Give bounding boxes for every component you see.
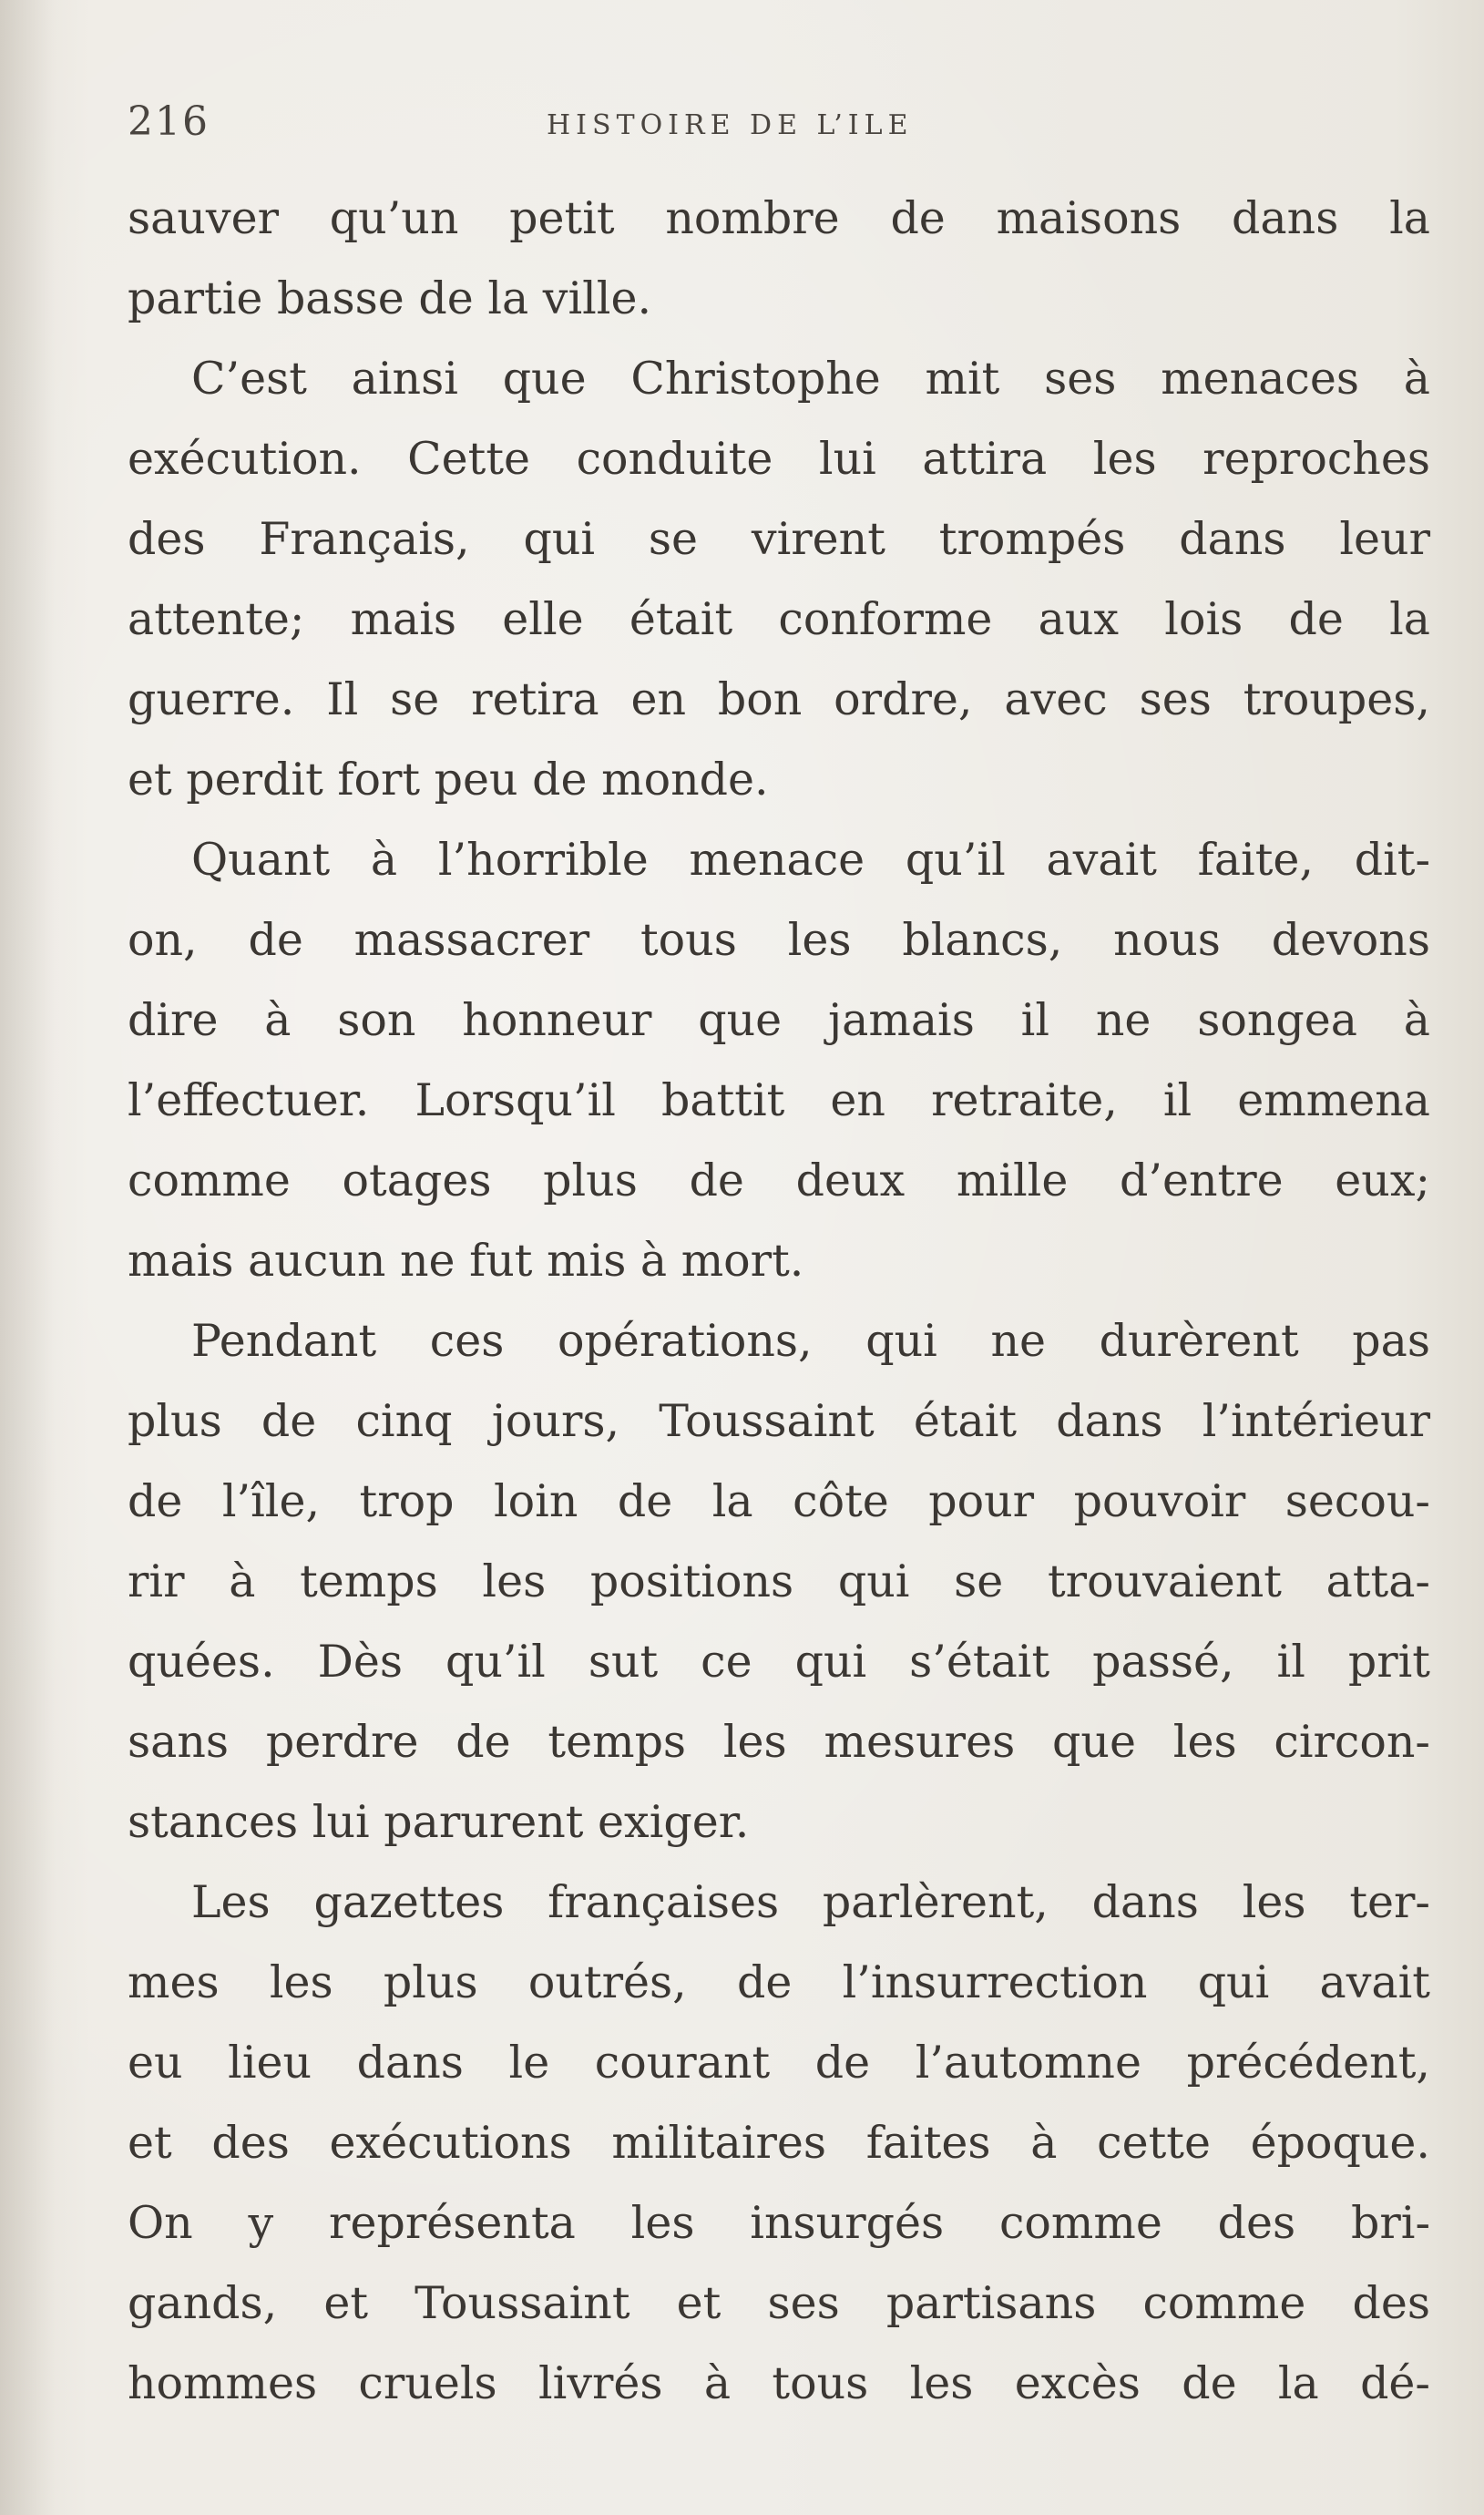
text-line: hommes cruels livrés à tous les excès de la dé- <box>128 2357 1430 2409</box>
text-line: sans perdre de temps les mesures que les circon- <box>128 1716 1430 1768</box>
text-line: quées. Dès qu’il sut ce qui s’était passé, il prit <box>128 1636 1430 1688</box>
text-line: mes les plus outrés, de l’insurrection qui avait <box>128 1956 1430 2008</box>
running-head <box>128 98 1430 162</box>
text-line: rir à temps les positions qui se trouvaient atta- <box>128 1555 1430 1607</box>
text-line: comme otages plus de deux mille d’entre eux; <box>128 1155 1430 1206</box>
text-line: plus de cinq jours, Toussaint était dans l’intérieur <box>128 1395 1430 1447</box>
text-line: partie basse de la ville. <box>128 272 652 324</box>
text-line: l’effectuer. Lorsqu’il battit en retraite, il emmena <box>128 1074 1430 1126</box>
text-line: Pendant ces opérations, qui ne durèrent pas <box>191 1315 1430 1367</box>
text-line: gands, et Toussaint et ses partisans comme des <box>128 2277 1430 2329</box>
text-line: exécution. Cette conduite lui attira les reproches <box>128 433 1430 485</box>
text-line: dire à son honneur que jamais il ne songea à <box>128 994 1430 1046</box>
text-line: et perdit fort peu de monde. <box>128 754 769 806</box>
text-line: Les gazettes françaises parlèrent, dans les ter- <box>191 1876 1430 1928</box>
text-line: On y représenta les insurgés comme des bri- <box>128 2197 1430 2249</box>
text-line: de l’île, trop loin de la côte pour pouvoir secou- <box>128 1475 1430 1527</box>
text-line: mais aucun ne fut mis à mort. <box>128 1235 804 1287</box>
text-line: des Français, qui se virent trompés dans leur <box>128 513 1430 565</box>
text-line: C’est ainsi que Christophe mit ses menaces à <box>191 353 1430 405</box>
page-number: 216 <box>128 98 210 145</box>
text-line: Quant à l’horrible menace qu’il avait faite, dit- <box>191 834 1430 886</box>
text-line: guerre. Il se retira en bon ordre, avec ses troupes, <box>128 673 1430 725</box>
text-line: stances lui parurent exiger. <box>128 1796 750 1848</box>
text-line: on, de massacrer tous les blancs, nous devons <box>128 914 1430 966</box>
gutter-shadow <box>0 0 55 2515</box>
text-line: et des exécutions militaires faites à cette époque. <box>128 2117 1430 2169</box>
text-line: attente; mais elle était conforme aux lois de la <box>128 593 1430 645</box>
running-title: HISTOIRE DE L’ILE <box>547 109 914 141</box>
text-line: sauver qu’un petit nombre de maisons dans la <box>128 192 1430 244</box>
body-text <box>128 179 1430 2424</box>
text-line: eu lieu dans le courant de l’automne précédent, <box>128 2037 1430 2089</box>
